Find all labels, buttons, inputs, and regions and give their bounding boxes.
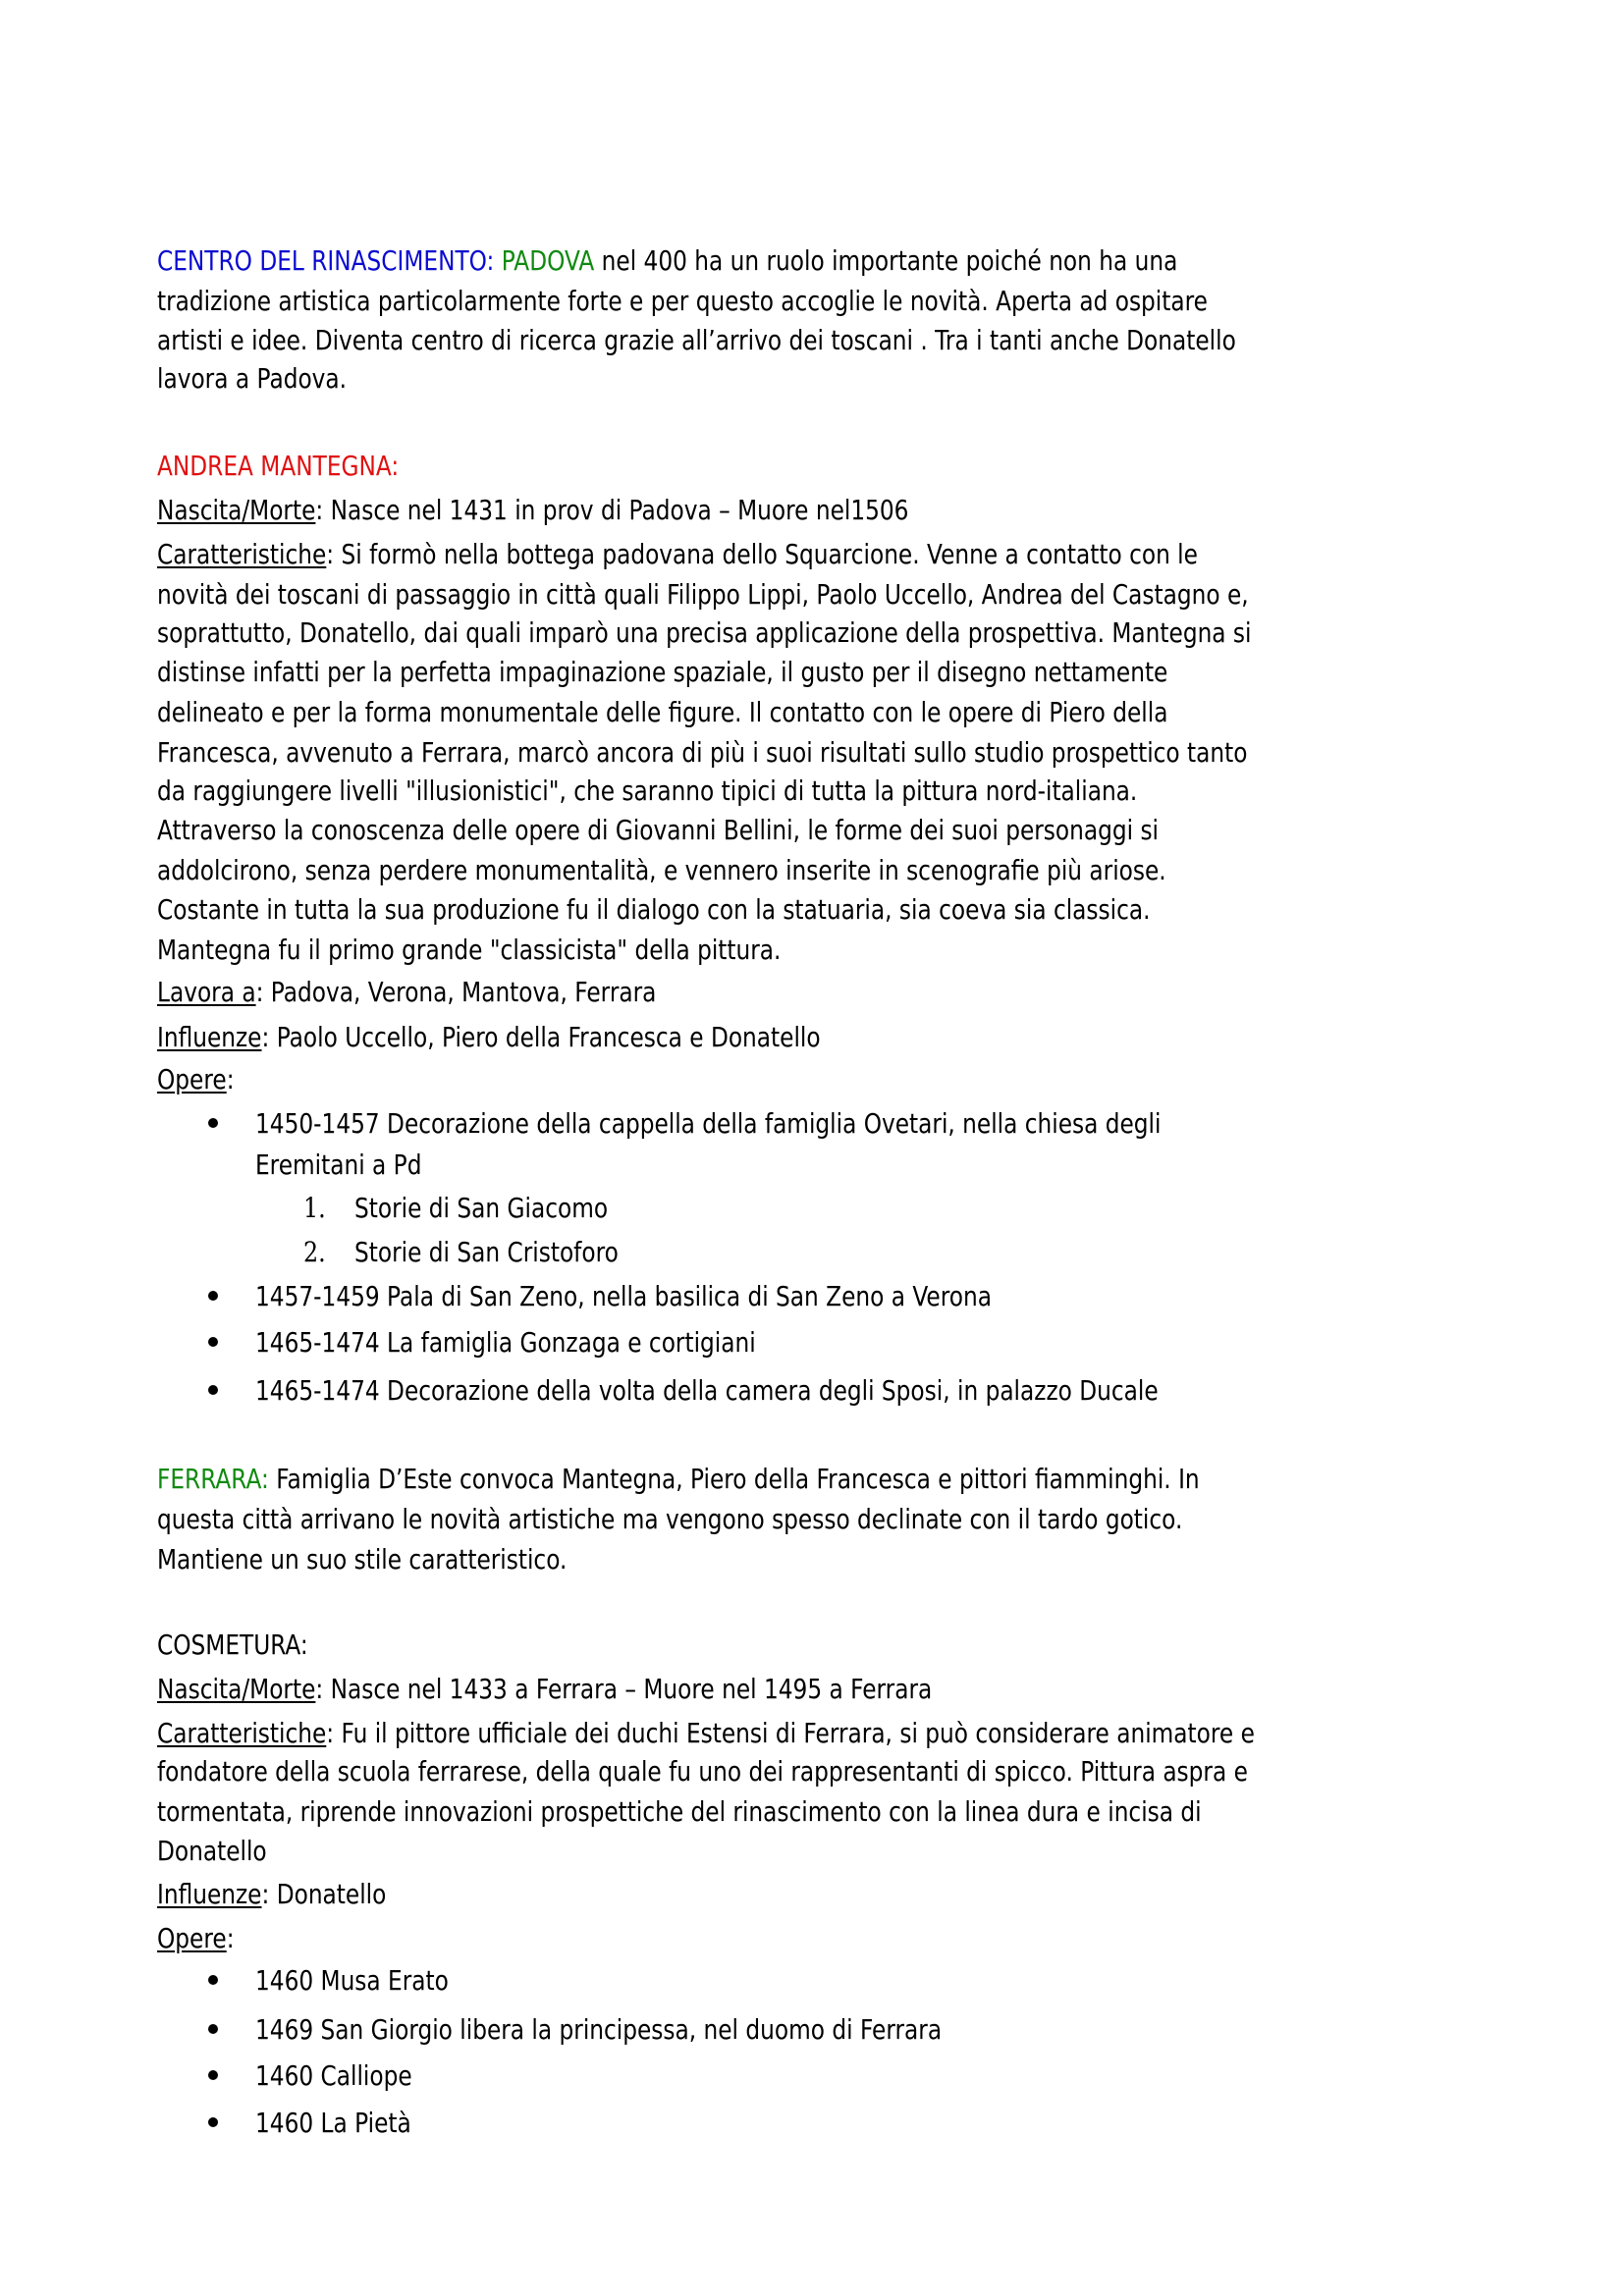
list-item — [354, 1233, 619, 1272]
text-line — [157, 535, 1198, 574]
text-line — [157, 1018, 821, 1057]
text-line — [157, 491, 908, 530]
text-span: soprattutto, Donatello, dai quali imparò una precisa applicazione della prospettiva. Mantegna si — [157, 616, 1252, 649]
text-span: Storie di San Giacomo — [354, 1192, 609, 1224]
bullet-icon — [208, 2070, 218, 2080]
text-span: : Donatello — [261, 1878, 387, 1910]
text-line — [157, 282, 1208, 321]
text-span: 1457-1459 Pala di San Zeno, nella basilica di San Zeno a Verona — [255, 1280, 992, 1312]
text-span: : — [226, 1922, 235, 1954]
text-line — [157, 1752, 1248, 1791]
text-line — [157, 575, 1249, 614]
list-item — [255, 1146, 421, 1185]
text-line — [157, 1832, 267, 1871]
text-span: : Nasce nel 1431 in prov di Padova – Muore nel1506 — [315, 494, 909, 526]
bullet-icon — [208, 1385, 218, 1395]
heading-text: ANDREA MANTEGNA: — [157, 450, 400, 482]
text-span: addolcirono, senza perdere monumentalità, e vennero inserite in scenografie più ariose. — [157, 854, 1166, 886]
text-line — [157, 693, 1167, 732]
text-line — [157, 931, 781, 970]
text-line — [157, 447, 399, 486]
text-line — [157, 1626, 308, 1665]
text-line — [157, 653, 1167, 692]
text-span: : Paolo Uccello, Piero della Francesca e Donatello — [261, 1021, 821, 1053]
list-item — [255, 1371, 1159, 1411]
text-span: Costante in tutta la sua produzione fu il dialogo con la statuaria, sia coeva sia classica. — [157, 893, 1151, 926]
text-span: distinse infatti per la perfetta impaginazione spaziale, il gusto per il disegno nettamente — [157, 656, 1168, 688]
text-line — [157, 614, 1251, 653]
text-line — [157, 1670, 932, 1709]
text-line — [157, 811, 1159, 850]
text-span: Mantiene un suo stile caratteristico. — [157, 1543, 568, 1575]
text-span: delineato e per la forma monumentale delle figure. Il contatto con le opere di Piero della — [157, 696, 1168, 728]
list-item — [255, 2104, 411, 2143]
heading-text: PADOVA — [501, 244, 595, 277]
text-span: 1460 La Pietà — [255, 2107, 411, 2139]
text-line — [157, 1875, 386, 1914]
bullet-icon — [208, 2117, 218, 2127]
bullet-icon — [208, 1975, 218, 1985]
text-line — [157, 1714, 1255, 1753]
text-line — [157, 973, 656, 1012]
text-line — [157, 1500, 1182, 1539]
text-line — [157, 890, 1151, 930]
text-span: Eremitani a Pd — [255, 1148, 422, 1181]
text-span: : Si formò nella bottega padovana dello Squarcione. Venne a contatto con le — [326, 538, 1198, 570]
list-item — [354, 1189, 608, 1228]
text-span: COSMETURA: — [157, 1629, 308, 1661]
bullet-icon — [208, 2024, 218, 2034]
text-span: Storie di San Cristoforo — [354, 1236, 619, 1268]
field-label: Influenze — [157, 1878, 262, 1910]
list-item — [255, 2010, 942, 2050]
bullet-icon — [208, 1291, 218, 1301]
text-span: tradizione artistica particolarmente forte e per questo accoglie le novità. Aperta ad ospitare — [157, 285, 1208, 317]
text-line — [157, 321, 1236, 360]
text-span: artisti e idee. Diventa centro di ricerca grazie all’arrivo dei toscani . Tra i tanti anche Donatello — [157, 324, 1236, 356]
text-line — [157, 1792, 1202, 1832]
text-line — [157, 359, 347, 399]
bullet-icon — [208, 1337, 218, 1347]
text-line — [157, 733, 1247, 773]
field-label: Influenze — [157, 1021, 262, 1053]
text-line — [157, 241, 1177, 281]
text-span: 1465-1474 La famiglia Gonzaga e cortigiani — [255, 1326, 756, 1359]
bullet-icon — [208, 1118, 218, 1128]
text-span: nel 400 ha un ruolo importante poiché non ha una — [594, 244, 1178, 277]
text-span: Famiglia D’Este convoca Mantegna, Piero della Francesca e pittori fiamminghi. In — [268, 1463, 1200, 1495]
text-span: 1469 San Giorgio libera la principessa, nel duomo di Ferrara — [255, 2013, 943, 2046]
text-span: Francesca, avvenuto a Ferrara, marcò ancora di più i suoi risultati sullo studio prospettico tanto — [157, 736, 1248, 769]
text-span: tormentata, riprende innovazioni prospettiche del rinascimento con la linea dura e incisa di — [157, 1795, 1202, 1828]
text-span: Mantegna fu il primo grande "classicista" della pittura. — [157, 934, 782, 966]
list-item — [255, 1323, 756, 1362]
text-line — [157, 1060, 235, 1099]
text-span: lavora a Padova. — [157, 362, 348, 395]
field-label: Lavora a — [157, 976, 256, 1008]
list-item — [255, 1277, 992, 1316]
list-item — [255, 1104, 1161, 1144]
text-span: : Fu il pittore ufficiale dei duchi Estensi di Ferrara, si può considerare animatore e — [326, 1717, 1255, 1749]
text-span: : — [226, 1063, 235, 1095]
text-span: Donatello — [157, 1835, 267, 1867]
text-span: questa città arrivano le novità artistiche ma vengono spesso declinate con il tardo gotico. — [157, 1503, 1183, 1535]
field-label: Opere — [157, 1922, 227, 1954]
text-line — [157, 1919, 235, 1958]
heading-text: FERRARA: — [157, 1463, 269, 1495]
text-span: fondatore della scuola ferrarese, della quale fu uno dei rappresentanti di spicco. Pittura aspra e — [157, 1755, 1248, 1788]
field-label: Nascita/Morte — [157, 494, 316, 526]
text-line — [157, 1540, 567, 1579]
field-label: Opere — [157, 1063, 227, 1095]
list-number: 1. — [303, 1192, 326, 1224]
text-line — [157, 772, 1137, 811]
field-label: Caratteristiche — [157, 1717, 327, 1749]
text-span: 1460 Musa Erato — [255, 1964, 449, 1997]
text-span: : Padova, Verona, Mantova, Ferrara — [255, 976, 657, 1008]
list-item — [255, 2056, 412, 2096]
list-number: 2. — [303, 1236, 326, 1268]
text-line — [157, 1460, 1200, 1499]
list-item — [255, 1961, 449, 2001]
text-span: 1450-1457 Decorazione della cappella della famiglia Ovetari, nella chiesa degli — [255, 1107, 1162, 1140]
text-span: 1465-1474 Decorazione della volta della camera degli Sposi, in palazzo Ducale — [255, 1374, 1159, 1407]
text-span: da raggiungere livelli "illusionistici", che saranno tipici di tutta la pittura nord-italiana. — [157, 774, 1138, 807]
text-span: 1460 Calliope — [255, 2059, 412, 2092]
text-span: novità dei toscani di passaggio in città quali Filippo Lippi, Paolo Uccello, Andrea del Castagno e, — [157, 578, 1249, 611]
heading-text: CENTRO DEL RINASCIMENTO: — [157, 244, 502, 277]
text-span: Attraverso la conoscenza delle opere di Giovanni Bellini, le forme dei suoi personaggi si — [157, 814, 1160, 846]
text-line — [157, 851, 1166, 890]
field-label: Nascita/Morte — [157, 1673, 316, 1705]
field-label: Caratteristiche — [157, 538, 327, 570]
text-span: : Nasce nel 1433 a Ferrara – Muore nel 1495 a Ferrara — [315, 1673, 933, 1705]
